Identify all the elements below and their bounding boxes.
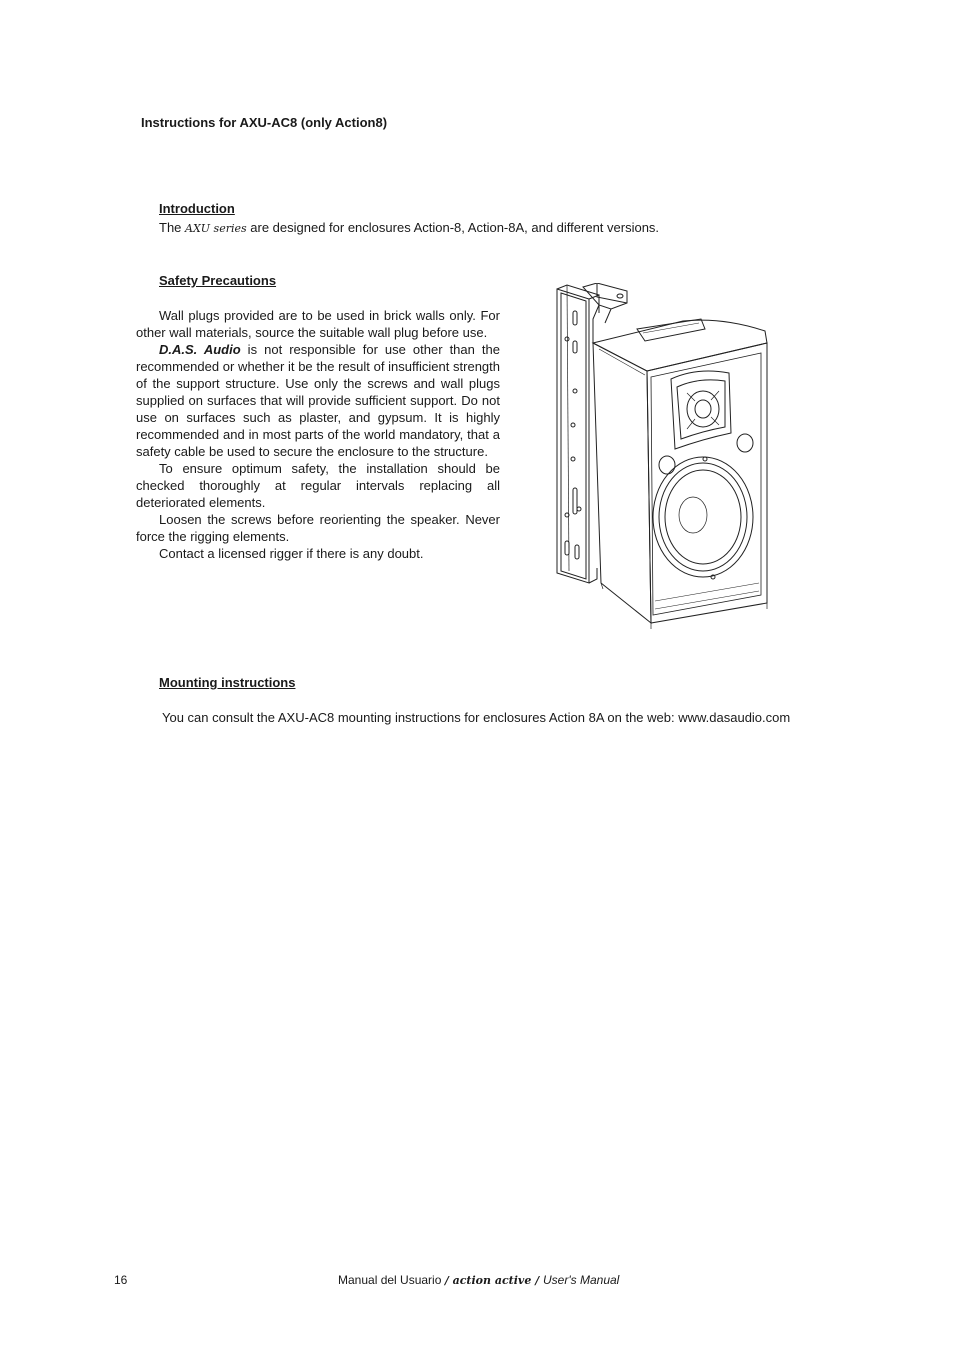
mounting-instructions-text [136,709,817,726]
horn-tweeter [671,371,731,449]
mounting-paragraph: You can consult the AXU-AC8 mounting instructions for enclosures Action 8A on the web: www.dasaudio.com [162,710,791,725]
introduction-heading: Introduction [159,201,235,216]
footer-separator-2: / [531,1274,544,1287]
footer-product: action active [452,1274,532,1287]
mounting-heading: Mounting instructions [159,675,296,690]
safety-paragraph-2 [136,341,500,460]
safety-paragraph-1: Wall plugs provided are to be used in brick walls only. For other wall materials, source the suitable wall plug before use. [136,308,500,340]
introduction-text [159,219,659,237]
introduction-text-before: The [159,220,186,235]
safety-paragraph-5: Contact a licensed rigger if there is any doubt. [159,546,424,561]
footer-manual-title [338,1273,619,1287]
page-title: Instructions for AXU-AC8 (only Action8) [141,115,388,130]
safety-heading: Safety Precautions [159,273,277,288]
page-number: 16 [114,1273,128,1287]
bass-port-left [659,456,675,474]
introduction-text-after: are designed for enclosures Action-8, Action-8A, and different versions. [246,220,660,235]
speaker-with-wall-bracket-drawing [553,283,775,633]
safety-precautions-text [136,307,500,562]
brand-name: D.A.S. Audio [159,342,241,357]
safety-paragraph-3: To ensure optimum safety, the installation should be checked thoroughly at regular intervals replacing all deteriorated elements. [136,461,500,510]
footer-manual-es: Manual del Usuario [338,1273,445,1287]
safety-paragraph-4: Loosen the screws before reorienting the speaker. Never force the rigging elements. [136,512,500,544]
bass-port-right [737,434,753,452]
axu-series-name: AXU series [185,222,247,235]
footer-manual-en: User's Manual [543,1273,620,1287]
speaker-cabinet [593,319,767,629]
safety-paragraph-2-rest: is not responsible for use other than the recommended or whether it be the result of insufficient strength of the support structure. Use only the screws and wall plugs supplied on surfaces that will provide sufficient support. Do not use on surfaces such as plaster, and gypsum. It is highly recommended and in most parts of the world mandatory, that a safety cable be used to secure the enclosure to the structure. [136,342,500,459]
footer-separator-1: / [444,1274,453,1287]
woofer [653,457,753,579]
